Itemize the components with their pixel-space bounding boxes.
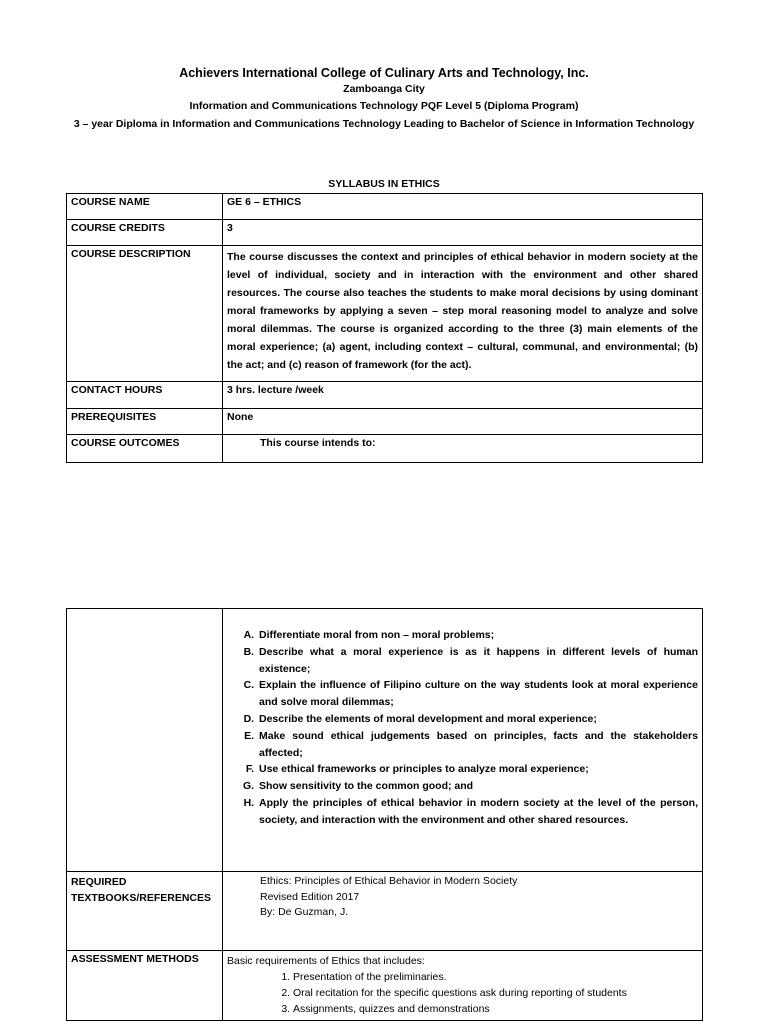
assessment-item: 3. Assignments, quizzes and demonstrations — [293, 1001, 698, 1017]
references-cell — [223, 872, 703, 951]
city-name: Zamboanga City — [343, 83, 425, 95]
reference-title: Ethics: Principles of Ethical Behavior in Modern Society — [260, 875, 518, 887]
outcome-item: C. Explain the influence of Filipino culture on the way students look at moral experience and solve moral dilemmas; — [257, 677, 698, 711]
course-name-value: GE 6 – ETHICS — [223, 194, 703, 220]
course-credits-value: 3 — [223, 220, 703, 246]
outcome-item: H. Apply the principles of ethical behavior in modern society at the level of the person, society, and interaction with the environment and other shared resources. — [257, 795, 698, 829]
prerequisites-value: None — [223, 409, 703, 435]
course-outcomes-intro: This course intends to: — [223, 435, 703, 463]
outcome-item: B. Describe what a moral experience is as it happens in different levels of human existence; — [257, 644, 698, 678]
assessment-item: 2. Oral recitation for the specific questions ask during reporting of students — [293, 985, 698, 1001]
course-info-table — [66, 193, 703, 463]
outcome-item: E. Make sound ethical judgements based on principles, facts and the stakeholders affected; — [257, 728, 698, 762]
outcome-item: F. Use ethical frameworks or principles to analyze moral experience; — [257, 761, 698, 778]
outcome-item: D. Describe the elements of moral development and moral experience; — [257, 711, 698, 728]
course-description-row — [67, 246, 703, 382]
course-outcomes-label: COURSE OUTCOMES — [67, 435, 223, 463]
assessment-item: 1. Presentation of the preliminaries. — [293, 969, 698, 985]
course-name-label: COURSE NAME — [67, 194, 223, 220]
diploma-title: 3 – year Diploma in Information and Communications Technology Leading to Bachelor of Science in Information Technology — [73, 118, 695, 130]
assessment-cell — [223, 951, 703, 1021]
reference-author: By: De Guzman, J. — [260, 906, 349, 918]
course-details-table — [66, 608, 703, 1021]
course-name-row — [67, 194, 703, 220]
assessment-label: ASSESSMENT METHODS — [67, 951, 223, 1021]
course-description-value: The course discusses the context and principles of ethical behavior in modern society at the level of individual, society and in interaction with the environment and other shared resources. The course also teaches the students to make moral decisions by using dominant moral frameworks by applying a seven – step moral reasoning model to analyze and solve moral dilemmas. The course is organized according to the three (3) main elements of the moral experience; (a) agent, including context – cultural, communal, and environmental; (b) the act; and (c) reason of framework (for the act). — [223, 246, 703, 382]
assessment-row — [67, 951, 703, 1021]
contact-hours-label: CONTACT HOURS — [67, 382, 223, 409]
program-name: Information and Communications Technology PQF Level 5 (Diploma Program) — [189, 100, 579, 112]
course-credits-row — [67, 220, 703, 246]
syllabus-title: SYLLABUS IN ETHICS — [328, 178, 440, 190]
institution-name: Achievers International College of Culinary Arts and Technology, Inc. — [179, 66, 589, 80]
prerequisites-row — [67, 409, 703, 435]
outcome-item: G. Show sensitivity to the common good; and — [257, 778, 698, 795]
contact-hours-row — [67, 382, 703, 409]
references-row — [67, 872, 703, 951]
references-label-line1: REQUIRED — [71, 876, 127, 888]
outcomes-list-row — [67, 609, 703, 872]
outcomes-list-cell — [223, 609, 703, 872]
outcomes-list — [227, 627, 698, 829]
course-credits-label: COURSE CREDITS — [67, 220, 223, 246]
assessment-intro: Basic requirements of Ethics that includes: — [227, 955, 425, 967]
reference-edition: Revised Edition 2017 — [260, 890, 360, 903]
outcome-item: A. Differentiate moral from non – moral problems; — [257, 627, 698, 644]
course-outcomes-row — [67, 435, 703, 463]
prerequisites-label: PREREQUISITES — [67, 409, 223, 435]
assessment-list — [227, 969, 698, 1017]
references-label — [67, 872, 223, 951]
outcomes-list-label — [67, 609, 223, 872]
contact-hours-value: 3 hrs. lecture /week — [223, 382, 703, 409]
course-description-label: COURSE DESCRIPTION — [67, 246, 223, 382]
references-label-line2: TEXTBOOKS/REFERENCES — [71, 892, 212, 904]
